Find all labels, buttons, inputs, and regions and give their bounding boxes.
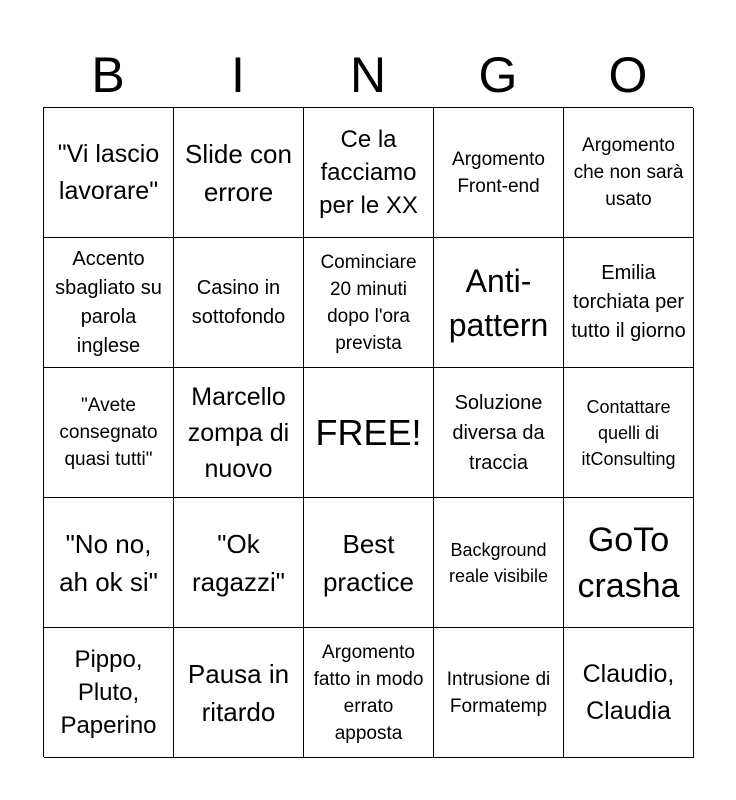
bingo-cell-text: Pausa in ritardo (187, 658, 290, 727)
bingo-cell-text: Argomento Front-end (452, 148, 545, 197)
bingo-cell-text: Soluzione diversa da traccia (452, 391, 545, 474)
bingo-cell[interactable] (564, 238, 694, 368)
bingo-cell[interactable] (434, 368, 564, 498)
bingo-cell[interactable] (564, 108, 694, 238)
bingo-cell[interactable] (304, 108, 434, 238)
bingo-header (43, 42, 693, 108)
header-letter-b: B (91, 47, 125, 103)
bingo-cell-text: Best practice (322, 528, 415, 597)
bingo-cell[interactable] (564, 368, 694, 498)
header-letter-o: O (608, 47, 648, 103)
header-letter-i: I (231, 47, 245, 103)
bingo-cell-text: Slide con errore (185, 138, 292, 207)
bingo-cell-text: Marcello zompa di nuovo (187, 382, 290, 483)
bingo-cell-text: Argomento che non sarà usato (573, 135, 684, 210)
bingo-cell[interactable] (564, 498, 694, 628)
bingo-cell-text: Background reale visibile (448, 539, 549, 586)
bingo-cell-text: Contattare quelli di itConsulting (581, 396, 676, 469)
bingo-cell free-space[interactable] (304, 368, 434, 498)
bingo-cell-text: Emilia torchiata per tutto il giorno (571, 262, 686, 342)
bingo-cell[interactable] (44, 498, 174, 628)
bingo-cell-text: Anti-pattern (448, 262, 549, 343)
bingo-cell[interactable] (304, 238, 434, 368)
bingo-cell-text: Casino in sottofondo (191, 276, 286, 328)
bingo-cell-text: Argomento fatto in modo errato apposta (313, 641, 424, 744)
bingo-cell[interactable] (564, 628, 694, 758)
header-letter-g: G (478, 47, 518, 103)
bingo-cell-text: Accento sbagliato su parola inglese (55, 247, 162, 357)
bingo-cell[interactable] (434, 108, 564, 238)
bingo-cell[interactable] (434, 238, 564, 368)
bingo-cell-text: FREE! (315, 411, 422, 453)
bingo-cell-text: Pippo, Pluto, Paperino (60, 646, 157, 739)
bingo-cell[interactable] (174, 368, 304, 498)
bingo-cell-text: "No no, ah ok si" (59, 528, 158, 597)
bingo-cell[interactable] (174, 108, 304, 238)
bingo-cell[interactable] (44, 368, 174, 498)
bingo-cell[interactable] (434, 628, 564, 758)
bingo-cell[interactable] (174, 628, 304, 758)
bingo-cell-text: "Avete consegnato quasi tutti" (59, 395, 158, 470)
bingo-cell[interactable] (304, 628, 434, 758)
bingo-cell[interactable] (174, 498, 304, 628)
bingo-cell[interactable] (44, 628, 174, 758)
bingo-cell-text: Ce la facciamo per le XX (319, 126, 418, 219)
bingo-cell-text: GoTo crasha (577, 520, 680, 605)
bingo-cell-text: Intrusione di Formatemp (446, 668, 551, 717)
bingo-cell-text: "Vi lascio lavorare" (57, 139, 160, 205)
header-letter-n: N (349, 47, 387, 103)
bingo-cell[interactable] (304, 498, 434, 628)
bingo-cell[interactable] (44, 238, 174, 368)
bingo-cell-text: Cominciare 20 minuti dopo l'ora prevista (320, 251, 417, 354)
bingo-card (43, 107, 693, 757)
bingo-cell[interactable] (44, 108, 174, 238)
bingo-cell[interactable] (434, 498, 564, 628)
bingo-cell[interactable] (174, 238, 304, 368)
bingo-cell-text: Claudio, Claudia (582, 659, 675, 725)
bingo-cell-text: "Ok ragazzi" (191, 528, 286, 597)
